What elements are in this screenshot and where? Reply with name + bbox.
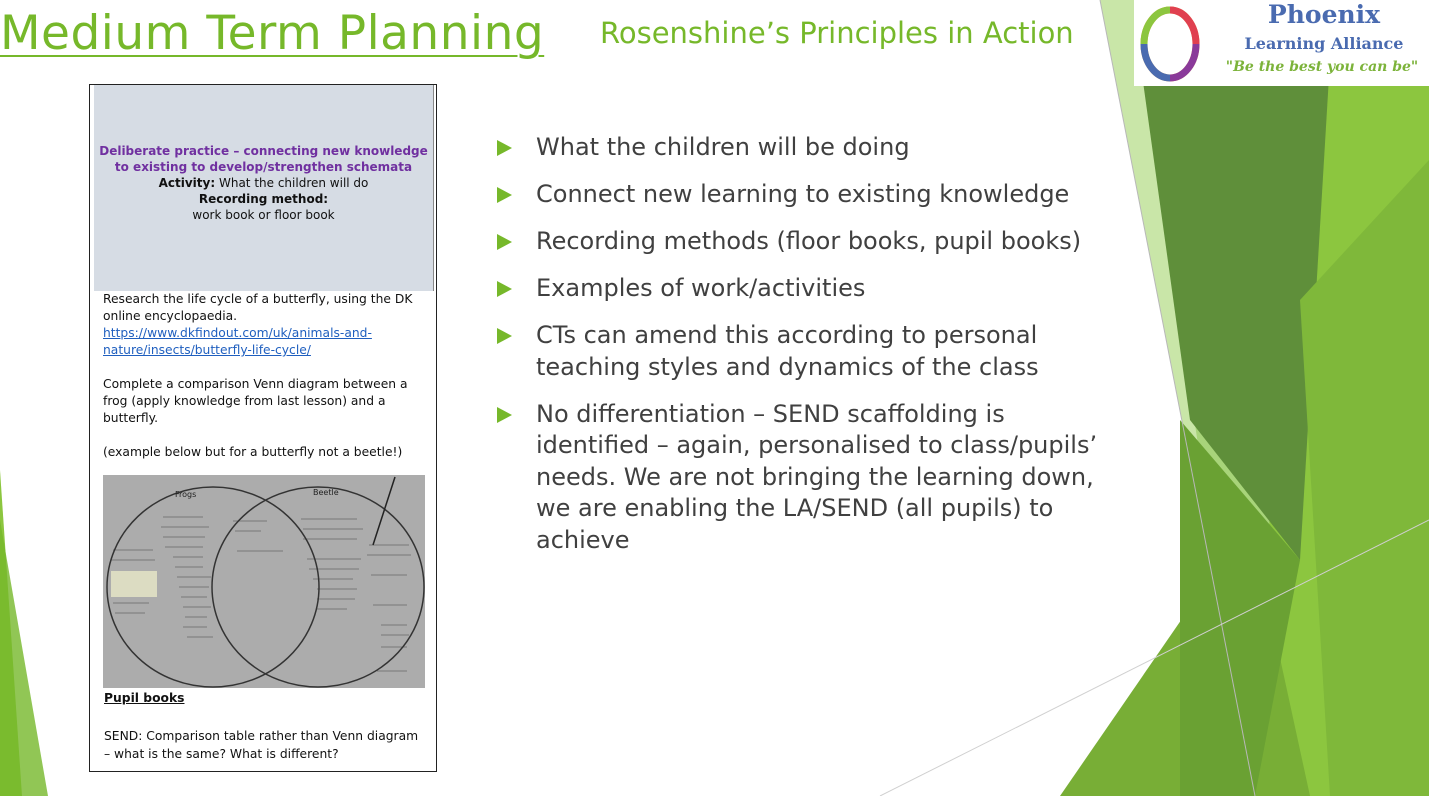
- bullet-arrow-icon: [497, 234, 512, 250]
- logo-tagline: "Be the best you can be": [1225, 59, 1419, 75]
- phoenix-ring-icon: [1138, 2, 1202, 86]
- card-body: [103, 291, 429, 461]
- slide-title: Medium Term Planning: [0, 6, 545, 61]
- research-line1: Research the life cycle of a butterfly, using the DK: [103, 292, 413, 306]
- left-facet-dark: [0, 520, 48, 796]
- send-line2: – what is the same? What is different?: [104, 747, 339, 761]
- activity-line: [94, 175, 433, 191]
- bullet-arrow-icon: [497, 187, 512, 203]
- bullet-arrow-icon: [497, 281, 512, 297]
- activity-text: What the children will do: [218, 176, 369, 190]
- venn-line3: butterfly.: [103, 411, 159, 425]
- planning-card: [89, 84, 437, 772]
- bullet-arrow-icon: [497, 140, 512, 156]
- venn-left-label: Frogs: [175, 490, 197, 499]
- dk-findout-link[interactable]: https://www.dkfindout.com/uk/animals-and-: [103, 326, 372, 340]
- card-header: [94, 85, 434, 291]
- bullet-arrow-icon: [497, 328, 512, 344]
- example-line: (example below but for a butterfly not a beetle!): [103, 445, 403, 459]
- list-item: Examples of work/activities: [496, 273, 1116, 305]
- bullet-arrow-icon: [497, 407, 512, 423]
- card-heading-line2: to existing to develop/strengthen schemata: [114, 160, 413, 174]
- list-item: What the children will be doing: [496, 132, 1116, 164]
- recording-label: Recording method:: [198, 192, 329, 206]
- activity-label: Activity:: [158, 176, 216, 190]
- recording-text: work book or floor book: [192, 208, 335, 222]
- sticky-label: [111, 571, 157, 597]
- venn-diagram-photo: [103, 475, 425, 688]
- logo-subtitle: Learning Alliance: [1244, 34, 1404, 53]
- principles-list: [496, 132, 1116, 572]
- list-item: Recording methods (floor books, pupil books): [496, 226, 1116, 258]
- venn-line1: Complete a comparison Venn diagram between a: [103, 377, 408, 391]
- send-note: [104, 727, 430, 763]
- venn-line2: frog (apply knowledge from last lesson) and a: [103, 394, 386, 408]
- venn-right-label: Beetle: [313, 488, 339, 497]
- pupil-books-heading: Pupil books: [104, 691, 185, 705]
- slide-subtitle: Rosenshine’s Principles in Action: [600, 16, 1074, 50]
- dk-findout-link-cont[interactable]: nature/insects/butterfly-life-cycle/: [103, 343, 311, 357]
- logo-name: Phoenix: [1267, 0, 1381, 29]
- list-item: No differentiation – SEND scaffolding is identified – again, personalised to class/pupils’ needs. We are not bringing the learning down, we are enabling the LA/SEND (all pupils) to achieve: [496, 399, 1116, 557]
- research-line2: online encyclopaedia.: [103, 309, 238, 323]
- card-heading-line1: Deliberate practice – connecting new knowledge: [99, 144, 428, 158]
- list-item: CTs can amend this according to personal teaching styles and dynamics of the class: [496, 320, 1116, 383]
- list-item: Connect new learning to existing knowledge: [496, 179, 1116, 211]
- send-line1: SEND: Comparison table rather than Venn diagram: [104, 729, 419, 743]
